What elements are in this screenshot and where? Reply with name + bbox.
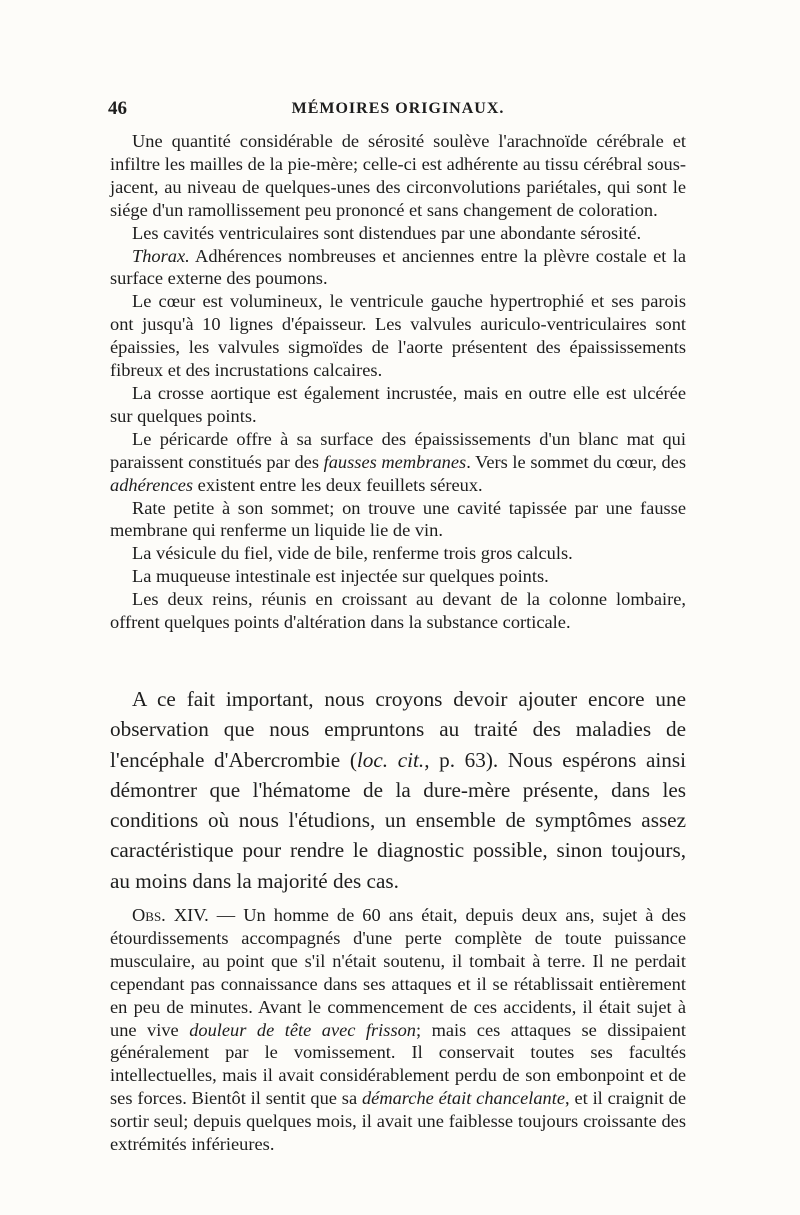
paragraph-thorax (110, 245, 686, 291)
paragraph-gallbladder: La vésicule du fiel, vide de bile, renferme trois gros calculs. (132, 543, 573, 564)
paragraph-spleen: Rate petite à son sommet; on trouve une cavité tapissée par une fausse membrane qui renferme un liquide lie de vin. (110, 497, 686, 541)
autopsy-findings-text (110, 130, 686, 634)
paragraph-meninges: Une quantité considérable de sérosité soulève l'arachnoïde cérébrale et infiltre les mailles de la pie-mère; celle-ci est adhérente au tissu cérébral sous-jacent, au niveau de quelques-unes des circonvolutions pariétales, qui sont le siége d'un ramollissement peu prononcé et sans changement de coloration. (110, 131, 686, 220)
observation-label: Obs. (132, 905, 166, 925)
paragraph-ventricles: Les cavités ventriculaires sont distendues par une abondante sérosité. (132, 222, 642, 243)
text-run: , et il craignit de sortir seul; depuis quelques mois, il avait une faiblesse toujours croissante des extrémités inférieures. (110, 1088, 686, 1155)
commentary-text (110, 684, 686, 896)
text-run: Le péricarde offre à sa surface des épaississements d'un blanc mat qui paraissent constitués par des (110, 428, 686, 472)
paragraph-kidneys: Les deux reins, réunis en croissant au devant de la colonne lombaire, offrent quelques points d'altération dans la substance corticale. (110, 589, 686, 633)
text-run-italic: loc. cit. (356, 747, 425, 772)
page-header (108, 96, 688, 122)
thorax-text: Adhérences nombreuses et anciennes entre la plèvre costale et la surface externe des poumons. (110, 245, 686, 289)
text-run-italic: adhérences (110, 474, 194, 495)
running-title: MÉMOIRES ORIGINAUX. (291, 100, 505, 117)
text-run: . Vers le sommet du cœur, des (466, 451, 686, 472)
text-run: A ce fait important, nous croyons devoir ajouter encore une observation que nous empruntons au traité des maladies de l'encéphale d'Abercrombie ( (110, 687, 686, 772)
thorax-heading: Thorax. (132, 245, 190, 266)
paragraph-intestine: La muqueuse intestinale est injectée sur quelques points. (132, 566, 549, 587)
paragraph-heart: Le cœur est volumineux, le ventricule gauche hypertrophié et ses parois ont jusqu'à 10 lignes d'épaisseur. Les valvules auriculo-ventriculaires sont épaissies, les valvules sigmoïdes de l'aorte présentent des épaississements fibreux et des incrustations calcaires. (110, 291, 686, 381)
text-run: , p. 63). Nous espérons ainsi démontrer que l'hématome de la dure-mère présente, dans les conditions où nous l'étudions, un ensemble de symptômes assez caractéristique pour rendre le diagnostic possible, sinon toujours, au moins dans la majorité des cas. (110, 747, 686, 893)
text-run: ; mais ces attaques se dissipaient généralement par le vomissement. Il conservait toutes ses facultés intellectuelles, mais il avait considérablement perdu de son embonpoint et de ses forces. Bientôt il sentit que sa (110, 1019, 686, 1109)
commentary-paragraph (110, 684, 686, 896)
page-number: 46 (108, 98, 127, 119)
text-run: existent entre les deux feuillets séreux. (193, 474, 483, 495)
text-run: — Un homme de 60 ans était, depuis deux ans, sujet à des étourdissements accompagnés d'une perte complète de toute puissance musculaire, au point que s'il n'était soutenu, il tombait à terre. Il ne perdait cependant pas connaissance dans ses attaques et il se rétablissait entièrement en peu de minutes. Avant le commencement de ces accidents, il était sujet à une vive (110, 905, 686, 1040)
text-run-italic: démarche était chancelante (361, 1088, 566, 1109)
observation-number: XIV. (173, 905, 209, 925)
text-run-italic: fausses membranes (323, 451, 467, 472)
paragraph-pericardium (110, 428, 686, 497)
observation-xiv (110, 904, 686, 1156)
text-run-italic: douleur de tête avec frisson (189, 1019, 416, 1040)
observation-text (110, 904, 686, 1156)
paragraph-aorta: La crosse aortique est également incrustée, mais en outre elle est ulcérée sur quelques points. (110, 382, 686, 426)
